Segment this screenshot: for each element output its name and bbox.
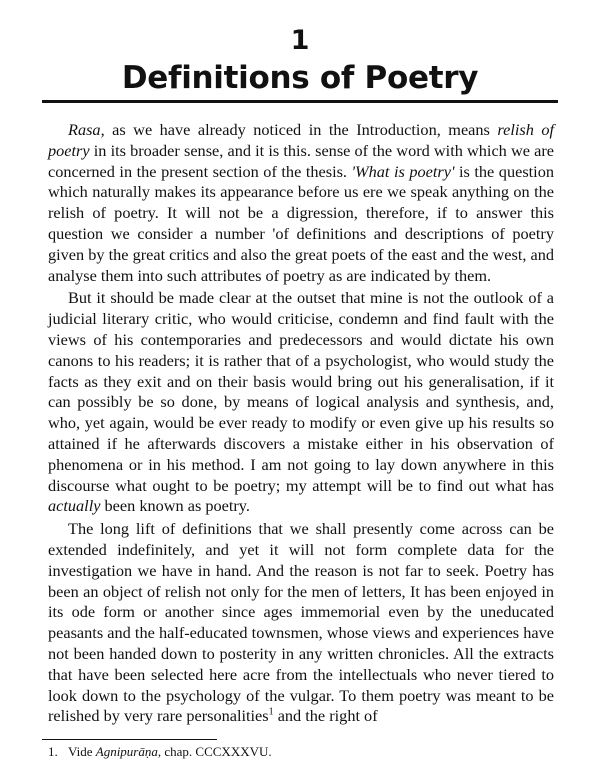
footnote <box>48 744 272 760</box>
footnote-text: , chap. CCCXXXVU. <box>157 744 272 759</box>
italic-term: relish of poetry <box>48 120 554 160</box>
chapter-number: 1 <box>290 25 310 56</box>
italic-quote: 'What is poetry' <box>351 161 455 181</box>
footnote-marker[interactable]: 1 <box>268 706 274 718</box>
text-run: in its broader sense, and it is this. sense of the word with which we are concerned in the present section of the thesis. <box>48 140 554 181</box>
italic-term: actually <box>48 496 101 516</box>
footnote-number: 1. <box>48 744 58 759</box>
footnote-work-title: Agnipurāṇa <box>95 744 158 759</box>
paragraph-2 <box>48 288 554 517</box>
body-text <box>48 120 554 729</box>
footnote-text: Vide <box>68 744 96 759</box>
text-run: The long lift of definitions that we shall presently come across can be extended indefinitely, and yet it will not form complete data for the investigation we have in hand. And the reason is not far to seek. Poetry has been an object of relish not only for the men of letters, It has been enjoyed in its ode form or another since ages immemorial even by the uneducated peasants and the half-educated townsmen, whose views and experiences have not been handed down to posterity in any written chronicles. All the extracts that have been selected here acre from the intellectuals who never tiered to look down to the psychology of the vulgar. To them poetry was meant to be relished by very rare personalities <box>48 519 554 726</box>
text-run: and the right of <box>273 706 378 726</box>
paragraph-3 <box>48 519 554 727</box>
text-run: been known as poetry. <box>100 496 250 516</box>
text-run: as we have already noticed in the Introduction, means <box>104 120 498 139</box>
text-run: is the question which naturally makes its appearance before us ere we speak anything on the relish of poetry. It will not be a digression, therefore, if to answer this question we consider a number 'of definitions and descriptions of poetry given by the great critics and also the great poets of the east and the west, and analyse them into such attributes of poetry as are indicated by them. <box>48 161 554 285</box>
title-rule <box>42 100 558 103</box>
chapter-title: Definitions of Poetry <box>121 60 479 96</box>
paragraph-1 <box>48 120 554 286</box>
italic-term: Rasa, <box>68 120 105 139</box>
footnote-rule <box>42 739 217 740</box>
text-run: But it should be made clear at the outset that mine is not the outlook of a judicial literary critic, who would criticise, condemn and find fault with the views of his contemporaries and predecessors and would dictate his own canons to his readers; it is rather that of a psychologist, who would study the facts as they exit and on their basis would bring out his generalisation, if it can possibly be so done, by means of logical analysis and synthesis, and, who, yet again, would be ever ready to modify or even give up his results so attained if he afterwards discovers a mistake either in his observation of phenomena or in his method. I am not going to lay down anywhere in this discourse what ought to be poetry; my attempt will be to find out what has <box>48 288 554 495</box>
